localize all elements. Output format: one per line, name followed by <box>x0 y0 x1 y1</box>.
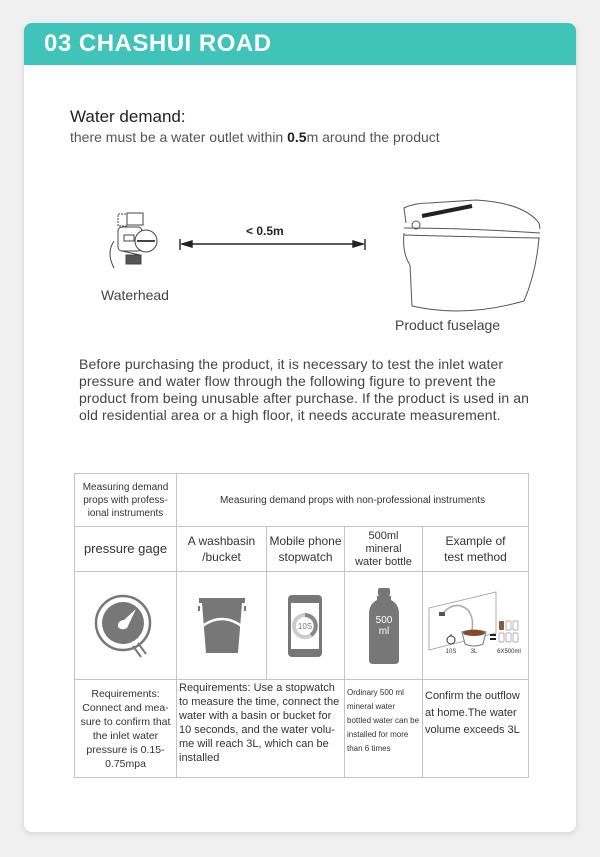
distance-arrow <box>180 239 365 250</box>
test-method-cell <box>423 572 529 680</box>
bucket-cell <box>177 572 267 680</box>
subtitle-text: there must be a water outlet within <box>70 129 288 145</box>
waterhead-label: Waterhead <box>101 287 169 303</box>
table-header-row <box>75 527 529 572</box>
phone-stopwatch-cell <box>267 572 345 680</box>
requirement-bottle: Ordinary 500 ml mineral water bottled water can be installed for more than 6 times <box>345 680 423 778</box>
test-volume-text: 3L <box>470 649 477 655</box>
pressure-gauge-icon <box>91 591 161 661</box>
water-demand-subtitle <box>70 128 440 146</box>
instructions-paragraph: Before purchasing the product, it is necessary to test the inlet water pressure and water flow through the following figure to prevent the product from being unusable after purchase. If the product is used in an old residential area or a high floor, it needs accurate measurement. <box>79 356 530 423</box>
stopwatch-text: 10S <box>297 621 312 631</box>
group-professional: Measuring demand props with profess-ional instruments <box>75 474 177 527</box>
toilet-icon <box>404 200 540 311</box>
measurement-table <box>74 473 529 778</box>
requirement-bucket: Requirements: Use a stopwatch to measure the time, connect the water with a basin or bucket for 10 seconds, and the water volu-me will reach 3L, which can be installed <box>177 680 345 778</box>
section-header <box>24 23 576 65</box>
col-pressure-gage: pressure gage <box>75 527 177 572</box>
test-timer-text: 10S <box>445 649 456 655</box>
distance-label: < 0.5m <box>246 224 284 238</box>
table-requirements-row <box>75 680 529 778</box>
table-icon-row <box>75 572 529 680</box>
test-equation-text: 6X500ml <box>496 649 521 655</box>
distance-value: 0.5 <box>287 129 307 145</box>
subtitle-text-end: m around the product <box>306 129 440 145</box>
requirement-pressure: Requirements: Connect and mea-sure to confirm that the inlet water pressure is 0.15-0.75mpa <box>75 680 177 778</box>
water-demand-title: Water demand: <box>70 107 186 126</box>
group-non-professional: Measuring demand props with non-professional instruments <box>177 474 529 527</box>
col-water-bottle: 500ml mineral water bottle <box>345 527 423 572</box>
table-group-row <box>75 474 529 527</box>
test-method-illustration <box>426 588 526 663</box>
col-test-method: Example of test method <box>423 527 529 572</box>
requirement-test: Confirm the outflow at home.The water volume exceeds 3L <box>423 680 529 778</box>
col-washbasin: A washbasin /bucket <box>177 527 267 572</box>
phone-stopwatch-icon <box>286 591 326 661</box>
bottle-text-unit: ml <box>378 625 389 637</box>
water-bottle-icon <box>367 586 401 666</box>
content-card <box>24 23 576 832</box>
bottle-text-volume: 500 <box>375 614 392 626</box>
product-label: Product fuselage <box>395 317 501 333</box>
col-phone-stopwatch: Mobile phone stopwatch <box>267 527 345 572</box>
waterhead-icon <box>110 213 157 268</box>
bucket-icon <box>192 591 252 661</box>
water-bottle-cell <box>345 572 423 680</box>
section-title: 03 CHASHUI ROAD <box>44 30 272 57</box>
pressure-gauge-cell <box>75 572 177 680</box>
